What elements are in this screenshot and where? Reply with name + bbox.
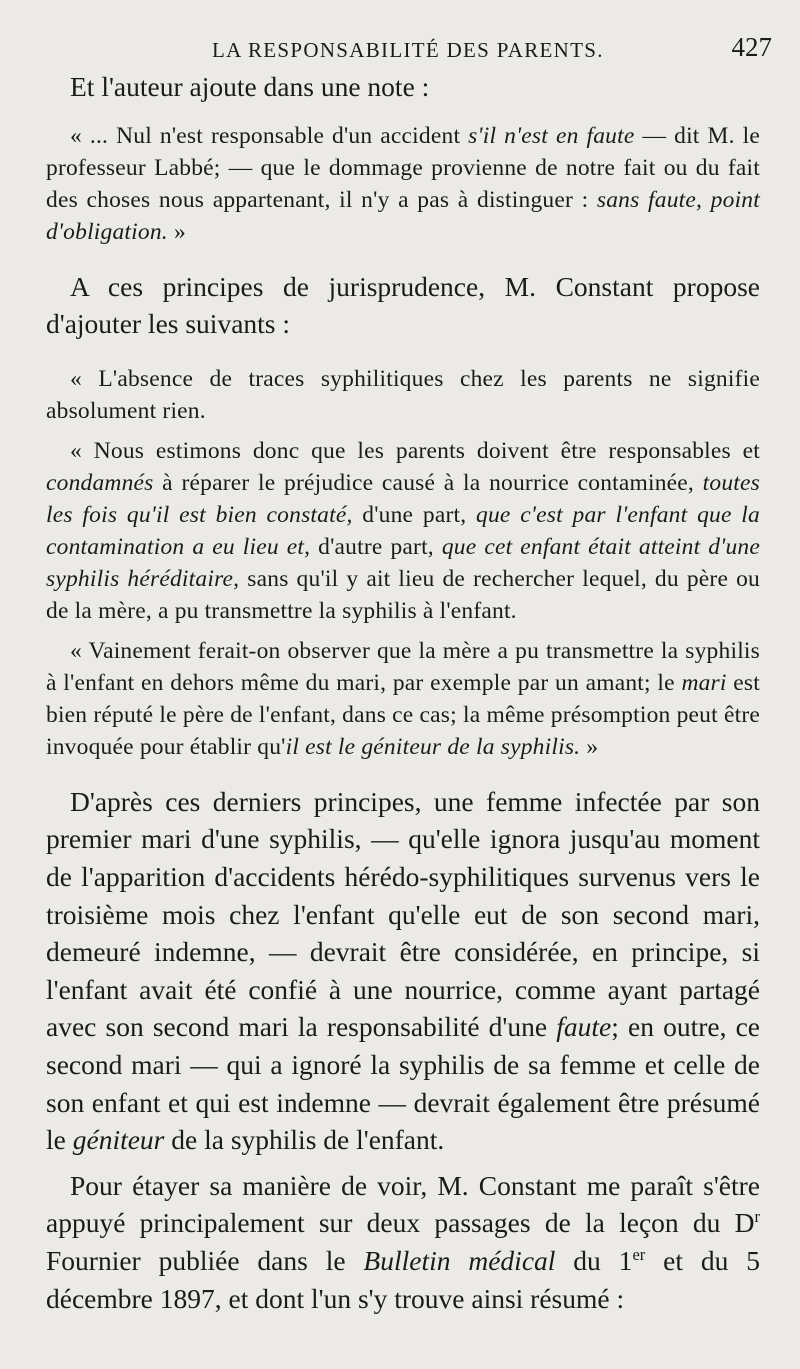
quote-presomption-mari [46, 635, 760, 763]
italic-segment: il est le géniteur de la syphilis. [285, 733, 581, 760]
italic-segment: géniteur [72, 1124, 165, 1156]
text-segment: d'une part, [352, 501, 476, 528]
superscript-segment: er [632, 1244, 646, 1264]
italic-segment: faute [556, 1011, 612, 1043]
text-segment: et du 5 décembre 1897, et dont l'un s'y trouve ainsi résumé : [46, 1244, 760, 1314]
quote-absence-traces [46, 363, 760, 427]
text-segment: à réparer le préjudice causé à la nourrice contaminée, [153, 469, 703, 496]
text-segment: de la syphilis de l'enfant. [164, 1124, 445, 1156]
text-segment: sans qu'il y ait lieu de rechercher lequel, du père ou de la mère, a pu transmettre la syphilis à l'enfant. [46, 565, 760, 624]
text-segment: — dit M. le professeur Labbé; — que le dommage provienne de notre fait ou du fait des choses nous appartenant, il n'y a pas à distinguer : [46, 122, 760, 213]
running-head [52, 30, 772, 70]
paragraph-intro-note [46, 68, 760, 106]
page-number: 427 [731, 32, 772, 62]
running-title: LA RESPONSABILITÉ DES PARENTS. [212, 38, 604, 62]
italic-segment: condamnés [46, 469, 154, 496]
text-segment: du 1 [555, 1244, 633, 1276]
paragraph-constant-principles [46, 268, 760, 343]
italic-segment: Bulletin médical [363, 1244, 556, 1276]
text-segment: « ... Nul n'est responsable d'un accident [70, 122, 469, 149]
italic-segment: que c'est par l'enfant que la contamination a eu lieu et, [46, 501, 760, 560]
italic-segment: mari [681, 669, 727, 696]
italic-segment: que cet enfant était atteint d'une syphilis héréditaire, [46, 533, 760, 592]
text-segment: est bien réputé le père de l'enfant, dans ce cas; la même présomption peut être invoquée pour établir qu' [46, 669, 761, 760]
quote-responsabilite-parents [46, 435, 760, 627]
body-text [46, 68, 760, 1317]
text-segment: Fournier publiée dans le [46, 1244, 364, 1276]
text-segment: « Nous estimons donc que les parents doivent être responsables et [70, 437, 760, 464]
text-segment: D'après ces derniers principes, une femme infectée par son premier mari d'une syphilis, — qu'elle ignora jusqu'au moment de l'apparition d'accidents hérédo-syphilitiques survenus vers le troisième mois chez l'enfant qu'elle eut de son second mari, demeuré indemne, — devrait être considérée, en principe, si l'enfant avait été confié à une nourrice, comme ayant partagé avec son second mari la responsabilité d'une [46, 785, 760, 1043]
text-segment: A ces principes de jurisprudence, M. Constant propose d'ajouter les suivants : [46, 270, 760, 340]
text-segment: Et l'auteur ajoute dans une note : [70, 71, 430, 102]
italic-segment: toutes les fois qu'il est bien constaté, [46, 469, 760, 528]
superscript-segment: r [754, 1207, 760, 1227]
text-segment: « L'absence de traces syphilitiques chez les parents ne signifie absolument rien. [46, 365, 760, 424]
paragraph-lecon-fournier [46, 1167, 760, 1317]
paragraph-femme-infectee [46, 783, 760, 1159]
text-segment: » [167, 218, 186, 245]
text-segment: d'autre part, [310, 533, 442, 560]
italic-segment: sans faute, point d'obligation. [46, 186, 760, 245]
text-segment: Pour étayer sa manière de voir, M. Constant me paraît s'être appuyé principalement sur deux passages de la leçon du D [46, 1169, 760, 1239]
quote-labbe [46, 120, 760, 248]
italic-segment: s'il n'est en faute [468, 122, 635, 149]
text-segment: ; en outre, ce second mari — qui a ignoré la syphilis de sa femme et celle de son enfant et qui est indemne — devrait également être présumé le [46, 1011, 761, 1156]
text-segment: » [580, 733, 599, 760]
text-segment: « Vainement ferait-on observer que la mère a pu transmettre la syphilis à l'enfant en dehors même du mari, par exemple par un amant; le [46, 637, 760, 696]
